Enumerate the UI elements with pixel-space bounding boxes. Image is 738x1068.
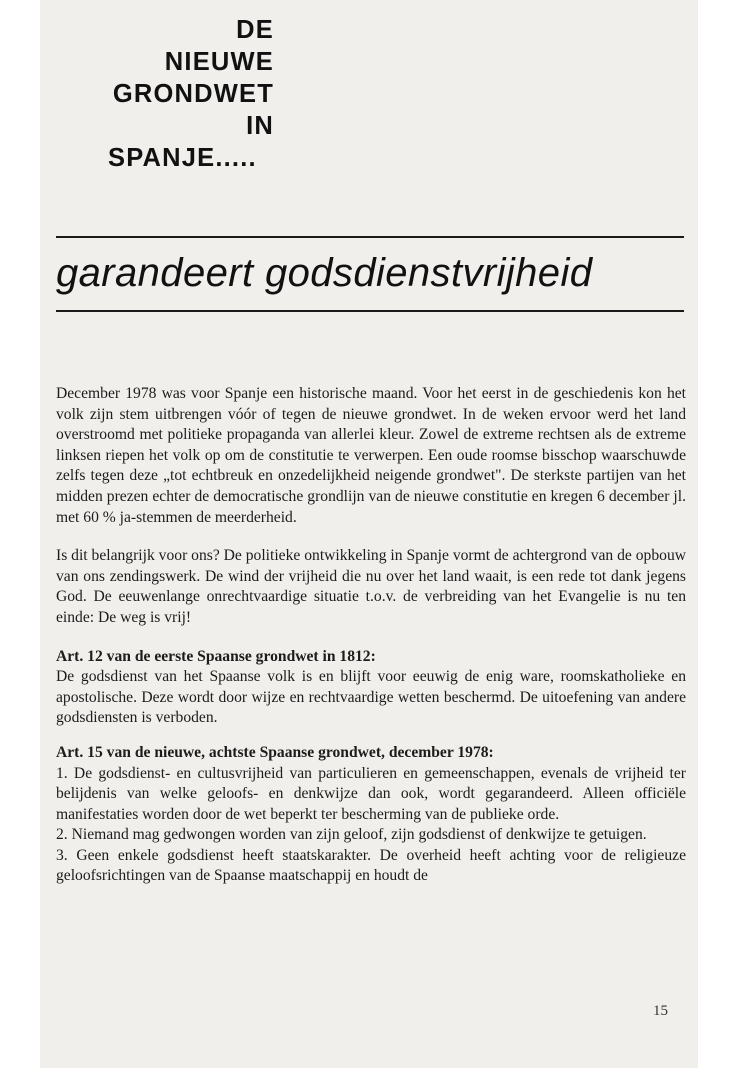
article-heading: Art. 15 van de nieuwe, achtste Spaanse grondwet, december 1978:	[56, 743, 494, 761]
article-text: 3. Geen enkele godsdienst heeft staatskarakter. De overheid heeft achting voor de religieuze geloofsrichtingen van de Spaanse maatschappij en houdt de	[56, 846, 686, 885]
article-heading: Art. 12 van de eerste Spaanse grondwet in 1812:	[56, 647, 376, 665]
article-text: 2. Niemand mag gedwongen worden van zijn geloof, zijn godsdienst of denkwijze te getuigen.	[56, 826, 647, 844]
title-line: GRONDWET	[112, 80, 274, 108]
top-rule	[56, 236, 684, 238]
article-title	[40, 14, 274, 174]
title-line: SPANJE.....	[108, 144, 257, 172]
subtitle: garandeert godsdienstvrijheid	[56, 251, 593, 295]
document-page	[40, 0, 698, 1068]
article-body	[56, 384, 686, 901]
article-quote-1812	[56, 647, 686, 729]
bottom-rule	[56, 310, 684, 312]
article-text: 1. De godsdienst- en cultusvrijheid van particulieren en gemeenschappen, evenals de vrijheid ter belijdenis van welke geloofs- en denkwijze dan ook, wordt gegarandeerd. Alleen officiële manifestaties worden door de wet beperkt ter bescherming van de publieke orde.	[56, 764, 686, 823]
body-paragraph: Is dit belangrijk voor ons? De politieke ontwikkeling in Spanje vormt de achtergrond van de opbouw van ons zendingswerk. De wind der vrijheid die nu over het land waait, is een rede tot dank jegens God. De eeuwenlange onrechtvaardige situatie t.o.v. de verbreiding van het Evangelie is nu ten einde: De weg is vrij!	[56, 547, 686, 626]
article-text: De godsdienst van het Spaanse volk is en blijft voor eeuwig de enig ware, roomskatholieke en apostolische. Deze wordt door wijze en rechtvaardige wetten beschermd. De uitoefening van andere godsdiensten is verboden.	[56, 668, 686, 727]
page-number: 15	[653, 1003, 668, 1019]
body-paragraph: December 1978 was voor Spanje een historische maand. Voor het eerst in de geschiedenis kon het volk zijn stem uitbrengen vóór of tegen de nieuwe grondwet. In de weken ervoor werd het land overstroomd met politieke propaganda van allerlei kleur. Zowel de extreme rechtsen als de extreme linksen riepen het volk op om de constitutie te verwerpen. Een oude roomse bisschop waarschuwde zelfs tegen deze „tot echtbreuk en onzedelijkheid neigende grondwet". De sterkste partijen van het midden prezen echter de democratische grondlijn van de nieuwe constitutie en kregen 6 december jl. met 60 % ja-stemmen de meerderheid.	[56, 385, 686, 526]
title-line: DE	[236, 16, 274, 44]
title-line: NIEUWE	[164, 48, 274, 76]
article-quote-1978	[56, 743, 686, 887]
title-line: IN	[246, 112, 274, 140]
